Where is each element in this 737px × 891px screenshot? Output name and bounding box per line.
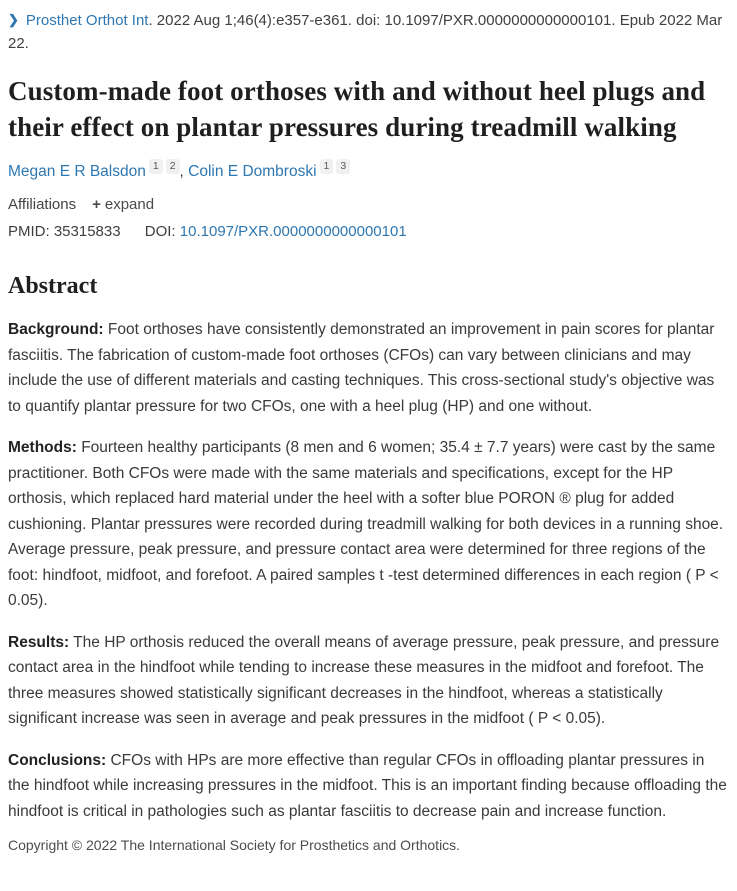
author xyxy=(8,160,188,180)
abstract-section-background xyxy=(8,317,729,419)
expand-affiliations-button[interactable] xyxy=(92,196,154,213)
abstract-section-conclusions xyxy=(8,748,729,825)
citation-text: . 2022 Aug 1;46(4):e357-e361. doi: 10.1097/PXR.0000000000000101. Epub 2022 Mar 22. xyxy=(8,12,723,52)
section-text: CFOs with HPs are more effective than regular CFOs in offloading plantar pressures in the hindfoot while increasing pressures in the midfoot. This is an important finding because offloading the hindfoot is critical in pathologies such as plantar fasciitis to decrease pain and increase function. xyxy=(8,751,727,820)
section-label: Background: xyxy=(8,321,104,338)
authors-list xyxy=(8,161,729,182)
doi-group xyxy=(145,223,407,240)
affiliation-sup-badge[interactable]: 3 xyxy=(336,159,350,174)
affiliations-row xyxy=(8,194,729,215)
affiliations-label: Affiliations xyxy=(8,196,77,213)
affiliation-sup-badge[interactable]: 1 xyxy=(320,159,334,174)
section-text: Foot orthoses have consistently demonstrated an improvement in pain scores for plantar fasciitis. The fabrication of custom-made foot orthoses (CFOs) can vary between clinicians and may include the use of different materials and casting techniques. This cross-sectional study's objective was to quantify plantar pressure for two CFOs, one with a heel plug (HP) and one without. xyxy=(8,321,715,415)
affiliation-sup-badge[interactable]: 2 xyxy=(166,159,180,174)
author-link[interactable]: Colin E Dombroski xyxy=(188,163,317,180)
section-text: Fourteen healthy participants (8 men and 6 women; 35.4 ± 7.7 years) were cast by the same practitioner. Both CFOs were made with the same materials and specifications, except for the HP orthosis, which replaced hard material under the heel with a softer blue PORON ® plug for added cushioning. Plantar pressures were recorded during treadmill walking for both devices in a running shoe. Average pressure, peak pressure, and pressure contact area were determined for three regions of the foot: hindfoot, midfoot, and forefoot. A paired samples t -test determined differences in each region ( P < 0.05). xyxy=(8,439,724,609)
author-link[interactable]: Megan E R Balsdon xyxy=(8,163,146,180)
author xyxy=(188,160,350,180)
doi-link[interactable]: 10.1097/PXR.0000000000000101 xyxy=(179,223,407,240)
author-separator: , xyxy=(179,163,184,180)
expand-label: expand xyxy=(104,196,155,213)
pmid-label: PMID: xyxy=(8,223,50,240)
section-label: Methods: xyxy=(8,439,77,456)
abstract-section-results xyxy=(8,630,729,732)
page-title: Custom-made foot orthoses with and without heel plugs and their effect on plantar pressures during treadmill walking xyxy=(8,76,706,142)
identifiers-row xyxy=(8,221,729,242)
affiliation-sup-badge[interactable]: 1 xyxy=(149,159,163,174)
abstract-section-methods xyxy=(8,435,729,614)
copyright-notice: Copyright © 2022 The International Society for Prosthetics and Orthotics. xyxy=(8,837,461,853)
abstract-heading: Abstract xyxy=(8,273,98,299)
journal-link[interactable]: Prosthet Orthot Int xyxy=(25,12,149,29)
plus-icon: + xyxy=(92,196,101,213)
citation-line xyxy=(8,9,729,55)
section-label: Conclusions: xyxy=(8,751,107,769)
chevron-right-icon[interactable]: ❯ xyxy=(8,12,19,27)
doi-label: DOI: xyxy=(144,223,176,240)
section-text: The HP orthosis reduced the overall means of average pressure, peak pressure, and pressure contact area in the hindfoot while tending to increase these measures in the midfoot and forefoot. The three measures showed statistically significant decreases in the hindfoot, whereas a statistically significant increase was seen in average and peak pressures in the midfoot ( P < 0.05). xyxy=(8,633,720,727)
section-label: Results: xyxy=(8,633,70,651)
pmid-value: 35315833 xyxy=(53,223,121,240)
